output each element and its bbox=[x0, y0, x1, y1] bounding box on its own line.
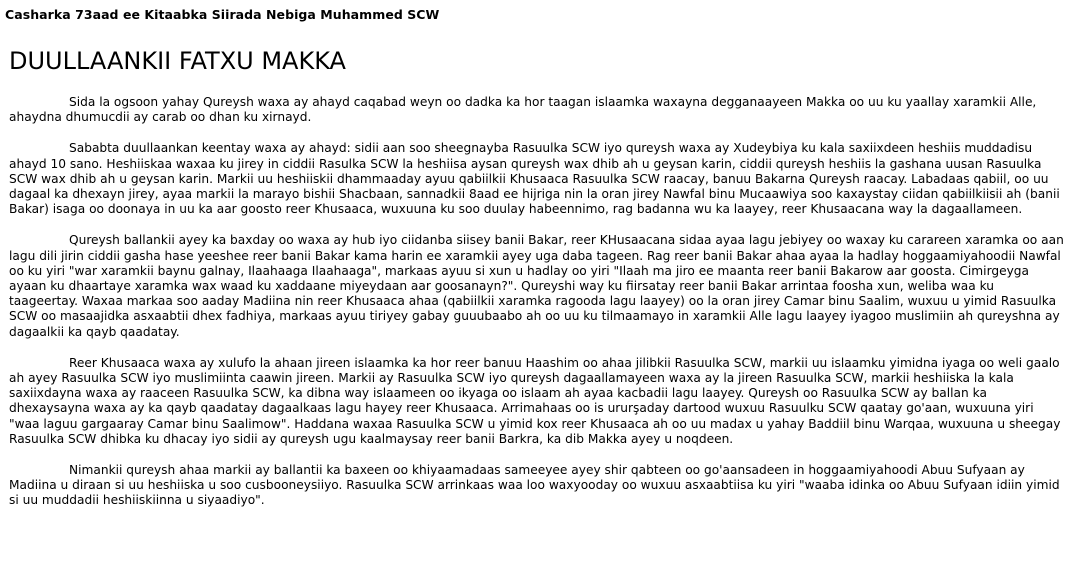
paragraph-2: Sababta duullaankan keentay waxa ay ahayd: sidii aan soo sheegnayba Rasuulka SCW iyo qureysh waxa ay Xudeybiya ku kala saxiixdeen heshiis muddadisu ahayd 10 sano. Heshiiskaa waxaa ku jirey in ciddii Rasulka SCW la heshiisa aysan qureysh wax dhib ah u geysan karin, ciddii qureysh heshiis la gashana uusan Rasuulka SCW wax dhib ah u geysan karin. Markii uu heshiiskii dhammaaday ayuu qabiilkii Khusaaca Rasuulka SCW raacay, banuu Bakarna Qureysh raacay. Labadaas qabiil, oo uu dagaal ka dhexayn jirey, ayaa markii la marayo bishii Shacbaan, sannadkii 8aad ee hijriga nin la oran jirey Nawfal binu Mucaawiya soo kaxaystay ciidan qabiilkiisii ah (banii Bakar) isaga oo doonaya in uu ka aar goosto reer Khusaaca, wuxuuna ku soo duulay habeennimo, rag badanna wu ka laayey, reer Khusaacana way la dagaallameen. bbox=[9, 141, 1060, 217]
lesson-title: Casharka 73aad ee Kitaabka Siirada Nebiga Muhammed SCW bbox=[5, 7, 440, 22]
article-body bbox=[9, 95, 1065, 525]
paragraph-4: Reer Khusaaca waxa ay xulufo la ahaan jireen islaamka ka hor reer banuu Haashim oo ahaa jilibkii Rasuulka SCW, markii uu islaamku yimidna iyaga oo weli gaalo ah ayey Rasuulka SCW iyo muslimiinta caawin jireen. Markii ay Rasuulka SCW iyo qureysh dagaallamayeen waxa ay la jireen Rasuulka SCW, markii heshiiska la kala saxiixdayna waxa ay raaceen Rasuulka SCW, ka dibna way islaameen oo ikyaga oo islaam ah ayaa kacbadii lagu laayey. Qureysh oo Rasuulka SCW ay ballan ka dhexaysayna waxa ay ka qayb qaadatay dagaalkaas lagu hayey reer Khusaaca. Arrimahaas oo is ururşaday dartood wuxuu Rasuulku SCW qaatay go'aan, wuxuuna yiri "waa laguu gargaaray Camar binu Saalimow". Haddana waxaa Rasuulka SCW u yimid kox reer Khusaaca ah oo uu madax u yahay Baddiil binu Warqaa, wuxuuna u sheegay Rasuulka SCW dhibka ku dhacay iyo sidii ay qureysh ugu kaalmaysay reer banii Barkra, ka dib Makka ayey u noqdeen. bbox=[9, 355, 1061, 446]
paragraph-1: Sida la ogsoon yahay Qureysh waxa ay ahayd caqabad weyn oo dadka ka hor taagan islaamka waxayna degganaayeen Makka oo uu ku yaallay xaramkii Alle, ahaydna dhumucdii ay carab oo dhan ku xirnayd. bbox=[9, 95, 1037, 125]
page-heading: DUULLAANKII FATXU MAKKA bbox=[9, 47, 346, 75]
paragraph-3: Qureysh ballankii ayey ka baxday oo waxa ay hub iyo ciidanba siisey banii Bakar, reer KHusaacana sidaa ayaa lagu jebiyey oo waxay ku carareen xaramka oo aan lagu dili jirin ciddii gasha hase yeeshee reer banii Bakar kama harin ee xaramkii ayey uga daba tageen. Rag reer banii Bakar ahaa ayaa la hadlay hoggaamiyahoodii Nawfal oo ku yiri "war xaramkii baynu galnay, Ilaahaaga Ilaahaaga", markaas ayuu si xun u hadlay oo yiri "Ilaah ma jiro ee maanta reer banii Bakarow aar goosta. Cimirgeyga ayaan ku dhaartaye xaramka wax waad ku xaddaane miyeydaan aar goosanayn?". Qureyshi way ku fiirsatay reer banii Bakar arrintaa foosha xun, weliba waa ku taageertay. Waxaa markaa soo aaday Madiina nin reer Khusaaca ahaa (qabiilkii xaramka ragooda lagu laayey) oo la oran jirey Camar binu Saalim, wuxuu u yimid Rasuulka SCW oo masaajidka asxaabtii dhex fadhiya, markaas ayuu tiriyey gabay guuubaabo ah oo uu ku tilmaamayo in xaramkii Alle lagu laayey iyagoo muslimiin ah qureyshna ay dagaalkii ka qayb qaadatay. bbox=[9, 233, 1064, 339]
paragraph-5: Nimankii qureysh ahaa markii ay ballantii ka baxeen oo khiyaamadaas sameeyee ayey shir qabteen oo go'aansadeen in hoggaamiyahoodi Abuu Sufyaan ay Madiina u diraan si uu heshiiska u soo cusbooneysiiyo. Rasuulka SCW arrinkaas waa loo waxyooday oo wuxuu asxaabtiisa ku yiri "waaba idinka oo Abuu Sufyaan idiin yimid si uu muddadii heshiiskiinna u siyaadiyo". bbox=[9, 463, 1060, 508]
